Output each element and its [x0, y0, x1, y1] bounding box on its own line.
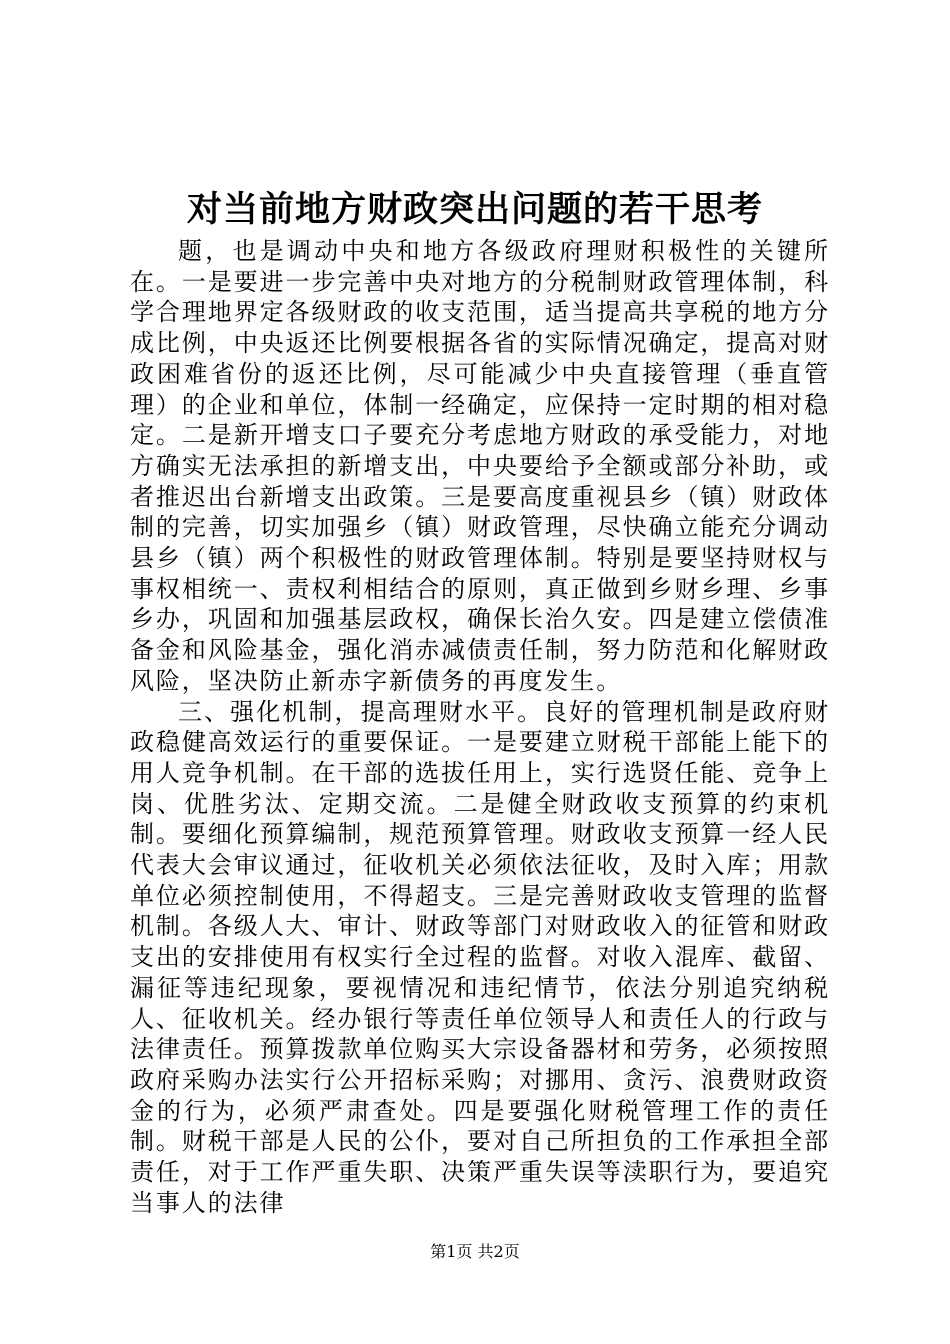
paragraph-1: 题，也是调动中央和地方各级政府理财积极性的关键所在。一是要进一步完善中央对地方的分税制财政管理体制，科学合理地界定各级财政的收支范围，适当提高共享税的地方分成比例，中央返还比例要根据各省的实际情况确定，提高对财政困难省份的返还比例，尽可能减少中央直接管理（垂直管理）的企业和单位，体制一经确定，应保持一定时期的相对稳定。二是新开增支口子要充分考虑地方财政的承受能力，对地方确实无法承担的新增支出，中央要给予全额或部分补助，或者推迟出台新增支出政策。三是要高度重视县乡（镇）财政体制的完善，切实加强乡（镇）财政管理，尽快确立能充分调动县乡（镇）两个积极性的财政管理体制。特别是要坚持财权与事权相统一、责权利相结合的原则，真正做到乡财乡理、乡事乡办，巩固和加强基层政权，确保长治久安。四是建立偿债准备金和风险基金，强化消赤减债责任制，努力防范和化解财政风险，坚决防止新赤字新债务的再度发生。: [130, 237, 830, 695]
page-number-footer: 第1页 共2页: [430, 1242, 520, 1261]
document-body: [130, 236, 830, 1219]
page-title: 对当前地方财政突出问题的若干思考: [186, 189, 763, 230]
paragraph-2: 三、强化机制，提高理财水平。良好的管理机制是政府财政稳健高效运行的重要保证。一是要建立财税干部能上能下的用人竞争机制。在干部的选拔任用上，实行选贤任能、竞争上岗、优胜劣汰、定期交流。二是健全财政收支预算的约束机制。要细化预算编制，规范预算管理。财政收支预算一经人民代表大会审议通过，征收机关必须依法征收，及时入库；用款单位必须控制使用，不得超支。三是完善财政收支管理的监督机制。各级人大、审计、财政等部门对财政收入的征管和财政支出的安排使用有权实行全过程的监督。对收入混库、截留、漏征等违纪现象，要视情况和违纪情节，依法分别追究纳税人、征收机关。经办银行等责任单位领导人和责任人的行政与法律责任。预算拨款单位购买大宗设备器材和劳务，必须按照政府采购办法实行公开招标采购；对挪用、贪污、浪费财政资金的行为，必须严肃查处。四是要强化财税管理工作的责任制。财税干部是人民的公仆，要对自己所担负的工作承担全部责任，对于工作严重失职、决策严重失误等渎职行为，要追究当事人的法律: [130, 697, 830, 1217]
